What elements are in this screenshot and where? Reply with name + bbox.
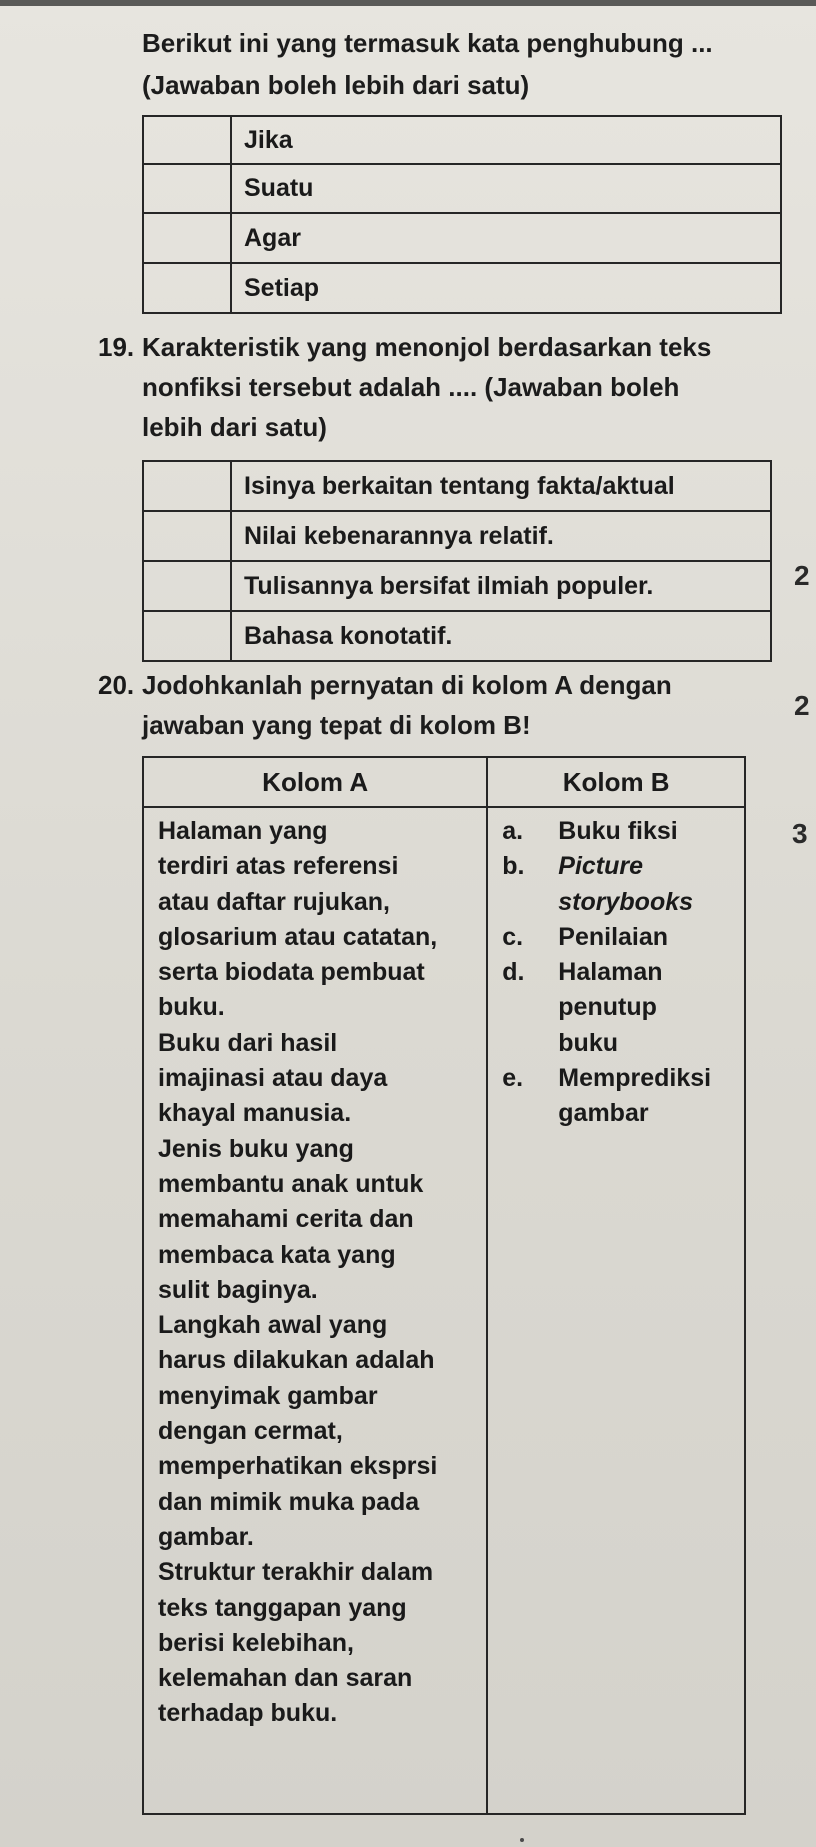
answer-text: buku [558,1028,618,1057]
statement-1-line: serta biodata pembuat [158,958,425,987]
statement-3-line: membantu anak untuk [158,1169,424,1198]
statement-4-line: dan mimik muka pada [158,1487,420,1516]
answer-text: gambar [558,1099,649,1128]
answer-a [502,814,744,849]
statement-3-line: memahami cerita dan [158,1205,414,1234]
column-b-answers [487,807,745,1814]
answer-letter: d. [502,958,525,987]
option-row [143,611,771,661]
statement-2-line: imajinasi atau daya [158,1064,388,1093]
statement-3-line: Jenis buku yang [158,1134,354,1163]
question-18-options [142,115,782,314]
matching-body-row [143,807,745,1814]
option-label: Agar [231,213,781,263]
column-a-statements [143,807,487,1814]
page-top-edge [0,0,816,6]
statement-1-line: buku. [158,993,225,1022]
answer-text: penutup [558,993,657,1022]
answer-d [502,955,744,1061]
question-19-options [142,460,772,662]
statement-3-line: membaca kata yang [158,1240,396,1269]
answer-text: Penilaian [558,922,669,951]
option-label: Tulisannya bersifat ilmiah populer. [231,561,771,611]
statement-1-line: Halaman yang [158,817,328,845]
statement-5-line: Struktur terakhir dalam [158,1558,434,1587]
question-18-note: (Jawaban boleh lebih dari satu) [142,70,530,100]
option-row [143,461,771,511]
statement-2-line: Buku dari hasil [158,1028,338,1057]
statement-4-line: memperhatikan eksprsi [158,1452,438,1481]
option-label: Setiap [231,263,781,313]
question-20-line-1: Jodohkanlah pernyatan di kolom A dengan [142,670,672,700]
statement-1-line: atau daftar rujukan, [158,887,390,916]
matching-header-row [143,757,745,807]
statement-5-line: terhadap buku. [158,1699,338,1728]
option-checkbox[interactable] [143,611,231,661]
statement-5-line: kelemahan dan saran [158,1664,413,1693]
option-row [143,164,781,213]
margin-mark: 2 [794,690,810,721]
option-label: Nilai kebenarannya relatif. [231,511,771,561]
statement-4-line: harus dilakukan adalah [158,1346,435,1375]
option-row [143,511,771,561]
answer-text: Buku fiksi [558,817,678,845]
statement-4-line: menyimak gambar [158,1381,378,1410]
option-label: Jika [231,116,781,164]
question-19-number: 19. [98,332,135,362]
answer-letter: e. [502,1064,524,1093]
option-row [143,213,781,263]
option-label: Isinya berkaitan tentang fakta/aktual [231,461,771,511]
answer-letter: b. [502,852,525,881]
column-b-header: Kolom B [487,757,745,807]
answer-e [502,1061,744,1132]
matching-table [142,756,746,1815]
question-19-line-3: lebih dari satu) [142,412,327,442]
option-label: Bahasa konotatif. [231,611,771,661]
statement-2-line: khayal manusia. [158,1099,352,1128]
answer-letter: c. [502,922,524,951]
statement-4-line: gambar. [158,1522,254,1551]
question-20-line-2: jawaban yang tepat di kolom B! [142,710,531,740]
answer-b [502,849,744,920]
question-19-line-1: Karakteristik yang menonjol berdasarkan teks [142,332,712,362]
statement-1-line: glosarium atau catatan, [158,922,438,951]
margin-mark: 2 [794,560,810,591]
question-19-line-2: nonfiksi tersebut adalah .... (Jawaban boleh [142,372,680,402]
option-checkbox[interactable] [143,461,231,511]
statement-4-line: Langkah awal yang [158,1311,388,1340]
statement-3-line: sulit baginya. [158,1275,318,1304]
column-a-header: Kolom A [143,757,487,807]
option-checkbox[interactable] [143,263,231,313]
answer-text: Memprediksi [558,1064,712,1093]
statement-5-line: teks tanggapan yang [158,1593,407,1622]
option-label: Suatu [231,164,781,213]
option-checkbox[interactable] [143,561,231,611]
option-checkbox[interactable] [143,213,231,263]
option-row [143,116,781,164]
option-checkbox[interactable] [143,116,231,164]
statement-5-line: berisi kelebihan, [158,1628,354,1657]
option-row [143,263,781,313]
answer-text: Halaman [558,958,663,987]
option-checkbox[interactable] [143,164,231,213]
statement-4-line: dengan cermat, [158,1417,343,1446]
answer-text: storybooks [558,887,694,916]
answer-letter: a. [502,817,524,845]
answer-c [502,920,744,955]
option-row [143,561,771,611]
answer-text: Picture [558,852,644,881]
option-checkbox[interactable] [143,511,231,561]
statement-1-line: terdiri atas referensi [158,852,399,881]
paper-speck [520,1838,524,1842]
question-20-number: 20. [98,670,135,700]
question-18-text: Berikut ini yang termasuk kata penghubung ... [142,28,713,58]
margin-mark: 3 [792,818,808,849]
